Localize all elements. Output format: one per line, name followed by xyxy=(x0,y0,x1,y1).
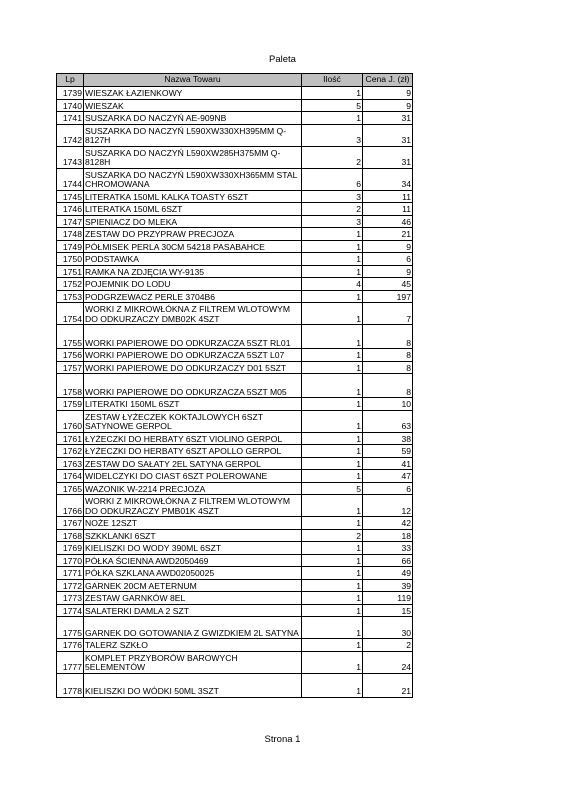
row-price: 9 xyxy=(363,99,413,112)
row-name: SUSZARKA DO NACZYŃ L590XW285H375MM Q-8128H xyxy=(84,146,302,168)
row-lp: 1747 xyxy=(57,215,84,228)
row-name: PÓŁMISEK PERLA 30CM 54218 PASABAHCE xyxy=(84,240,302,253)
row-qty: 1 xyxy=(302,228,363,241)
row-qty: 1 xyxy=(302,290,363,303)
row-name: WIESZAK ŁAZIENKOWY xyxy=(84,87,302,100)
table-row xyxy=(57,325,413,349)
row-price: 7 xyxy=(363,303,413,325)
row-lp: 1768 xyxy=(57,529,84,542)
row-lp: 1764 xyxy=(57,470,84,483)
row-lp: 1757 xyxy=(57,361,84,374)
row-qty: 3 xyxy=(302,124,363,146)
row-name: NOŻE 12SZT xyxy=(84,517,302,530)
row-price: 12 xyxy=(363,495,413,517)
table-row xyxy=(57,470,413,483)
row-name: WIESZAK xyxy=(84,99,302,112)
row-qty: 1 xyxy=(302,651,363,673)
row-lp: 1749 xyxy=(57,240,84,253)
row-qty: 1 xyxy=(302,639,363,652)
table-row xyxy=(57,495,413,517)
row-price: 21 xyxy=(363,228,413,241)
row-qty: 1 xyxy=(302,470,363,483)
row-name: LITERATKA 150ML KALKA TOASTY 6SZT xyxy=(84,190,302,203)
row-qty: 1 xyxy=(302,265,363,278)
row-qty: 1 xyxy=(302,432,363,445)
row-qty: 2 xyxy=(302,529,363,542)
row-qty: 1 xyxy=(302,349,363,362)
row-price: 63 xyxy=(363,410,413,432)
row-lp: 1765 xyxy=(57,482,84,495)
table-row xyxy=(57,240,413,253)
row-name: GARNEK DO GOTOWANIA Z GWIZDKIEM 2L SATYNA xyxy=(84,617,302,639)
row-lp: 1770 xyxy=(57,554,84,567)
row-price: 24 xyxy=(363,651,413,673)
row-price: 30 xyxy=(363,617,413,639)
row-price: 39 xyxy=(363,579,413,592)
row-name: WORKI PAPIEROWE DO ODKURZACZY D01 5SZT xyxy=(84,361,302,374)
row-name: KOMPLET PRZYBORÓW BAROWYCH 5ELEMENTÓW xyxy=(84,651,302,673)
row-price: 45 xyxy=(363,278,413,291)
row-qty: 1 xyxy=(302,374,363,398)
row-name: LITERATKA 150ML 6SZT xyxy=(84,203,302,216)
table-row xyxy=(57,168,413,190)
row-name: WORKI PAPIEROWE DO ODKURZACZA 5SZT RL01 xyxy=(84,325,302,349)
row-lp: 1748 xyxy=(57,228,84,241)
row-qty: 1 xyxy=(302,517,363,530)
row-name: ZESTAW DO SAŁATY 2EL SATYNA GERPOL xyxy=(84,457,302,470)
page-footer: Strona 1 xyxy=(264,734,301,745)
table-row xyxy=(57,651,413,673)
row-name: SZKKLANKI 6SZT xyxy=(84,529,302,542)
row-qty: 1 xyxy=(302,673,363,697)
table-row xyxy=(57,398,413,411)
row-price: 197 xyxy=(363,290,413,303)
row-qty: 1 xyxy=(302,592,363,605)
table-row xyxy=(57,482,413,495)
table-row xyxy=(57,87,413,100)
row-price: 42 xyxy=(363,517,413,530)
row-price: 46 xyxy=(363,215,413,228)
table-row xyxy=(57,112,413,125)
row-qty: 1 xyxy=(302,554,363,567)
table-row xyxy=(57,554,413,567)
row-name: WAZONIK W-2214 PRECJOZA xyxy=(84,482,302,495)
table-row xyxy=(57,673,413,697)
row-name: PÓŁKA ŚCIENNA AWD2050469 xyxy=(84,554,302,567)
table-row xyxy=(57,215,413,228)
row-price: 119 xyxy=(363,592,413,605)
row-name: GARNEK 20CM AETERNUM xyxy=(84,579,302,592)
row-lp: 1773 xyxy=(57,592,84,605)
row-name: RAMKA NA ZDJĘCIA WY-9135 xyxy=(84,265,302,278)
table-row xyxy=(57,253,413,266)
row-qty: 5 xyxy=(302,99,363,112)
row-price: 15 xyxy=(363,604,413,617)
table-row xyxy=(57,617,413,639)
row-lp: 1763 xyxy=(57,457,84,470)
row-qty: 1 xyxy=(302,445,363,458)
row-lp: 1772 xyxy=(57,579,84,592)
row-qty: 1 xyxy=(302,361,363,374)
row-price: 34 xyxy=(363,168,413,190)
table-row xyxy=(57,579,413,592)
row-lp: 1755 xyxy=(57,325,84,349)
table-header-row xyxy=(57,74,413,87)
table-row xyxy=(57,190,413,203)
row-name: KIELISZKI DO WÓDKI 50ML 3SZT xyxy=(84,673,302,697)
row-lp: 1769 xyxy=(57,542,84,555)
row-name: WORKI Z MIKROWŁÓKNA Z FILTREM WLOTOWYM DO ODKURZACZY PMB01K 4SZT xyxy=(84,495,302,517)
row-price: 33 xyxy=(363,542,413,555)
row-lp: 1756 xyxy=(57,349,84,362)
row-name: SUSZARKA DO NACZYŃ L590XW330XH395MM Q-8127H xyxy=(84,124,302,146)
row-lp: 1776 xyxy=(57,639,84,652)
row-qty: 2 xyxy=(302,203,363,216)
row-name: WORKI Z MIKROWŁÓKNA Z FILTREM WLOTOWYM DO ODKURZACZY DMB02K 4SZT xyxy=(84,303,302,325)
table-row xyxy=(57,432,413,445)
row-qty: 1 xyxy=(302,112,363,125)
header-qty: Ilość xyxy=(302,74,363,87)
row-qty: 1 xyxy=(302,240,363,253)
table-row xyxy=(57,146,413,168)
row-lp: 1777 xyxy=(57,651,84,673)
row-name: PODSTAWKA xyxy=(84,253,302,266)
row-lp: 1760 xyxy=(57,410,84,432)
table-row xyxy=(57,567,413,580)
table-row xyxy=(57,349,413,362)
table-row xyxy=(57,203,413,216)
table-row xyxy=(57,361,413,374)
table-row xyxy=(57,374,413,398)
row-lp: 1767 xyxy=(57,517,84,530)
row-qty: 1 xyxy=(302,457,363,470)
table-row xyxy=(57,639,413,652)
row-price: 49 xyxy=(363,567,413,580)
row-price: 8 xyxy=(363,325,413,349)
row-lp: 1744 xyxy=(57,168,84,190)
header-price: Cena J. (zł) xyxy=(363,74,413,87)
row-lp: 1746 xyxy=(57,203,84,216)
row-qty: 1 xyxy=(302,604,363,617)
row-lp: 1750 xyxy=(57,253,84,266)
table-body xyxy=(57,87,413,698)
row-qty: 1 xyxy=(302,303,363,325)
row-qty: 3 xyxy=(302,190,363,203)
row-name: WORKI PAPIEROWE DO ODKURZACZA 5SZT M05 xyxy=(84,374,302,398)
row-lp: 1743 xyxy=(57,146,84,168)
row-price: 59 xyxy=(363,445,413,458)
row-name: ZESTAW GARNKÓW 8EL xyxy=(84,592,302,605)
table-row xyxy=(57,517,413,530)
row-lp: 1771 xyxy=(57,567,84,580)
row-price: 8 xyxy=(363,361,413,374)
row-price: 31 xyxy=(363,124,413,146)
row-name: ŁYŻECZKI DO HERBATY 6SZT VIOLINO GERPOL xyxy=(84,432,302,445)
header-lp: Lp xyxy=(57,74,84,87)
row-price: 6 xyxy=(363,482,413,495)
row-price: 6 xyxy=(363,253,413,266)
table-row xyxy=(57,592,413,605)
row-name: SUSZARKA DO NACZYŃ L590XW330XH365MM STAL CHROMOWANA xyxy=(84,168,302,190)
table-row xyxy=(57,228,413,241)
row-name: WIDELCZYKI DO CIAST 6SZT POLEROWANE xyxy=(84,470,302,483)
row-lp: 1745 xyxy=(57,190,84,203)
row-lp: 1766 xyxy=(57,495,84,517)
row-qty: 1 xyxy=(302,410,363,432)
row-price: 18 xyxy=(363,529,413,542)
row-price: 11 xyxy=(363,203,413,216)
table-row xyxy=(57,445,413,458)
row-price: 31 xyxy=(363,112,413,125)
row-lp: 1761 xyxy=(57,432,84,445)
row-name: TALERZ SZKŁO xyxy=(84,639,302,652)
row-qty: 4 xyxy=(302,278,363,291)
table-row xyxy=(57,265,413,278)
row-price: 11 xyxy=(363,190,413,203)
row-lp: 1740 xyxy=(57,99,84,112)
row-lp: 1751 xyxy=(57,265,84,278)
row-lp: 1759 xyxy=(57,398,84,411)
row-name: ZESTAW ŁYŻECZEK KOKTAJLOWYCH 6SZT SATYNOWE GERPOL xyxy=(84,410,302,432)
row-lp: 1762 xyxy=(57,445,84,458)
row-lp: 1778 xyxy=(57,673,84,697)
row-price: 9 xyxy=(363,265,413,278)
table-row xyxy=(57,303,413,325)
table-row xyxy=(57,457,413,470)
document-title: Paleta xyxy=(269,54,296,65)
row-price: 66 xyxy=(363,554,413,567)
table-row xyxy=(57,542,413,555)
row-price: 8 xyxy=(363,349,413,362)
row-qty: 1 xyxy=(302,579,363,592)
row-qty: 5 xyxy=(302,482,363,495)
row-price: 41 xyxy=(363,457,413,470)
row-price: 2 xyxy=(363,639,413,652)
row-name: SPIENIACZ DO MLEKA xyxy=(84,215,302,228)
row-name: SUSZARKA DO NACZYŃ AE-909NB xyxy=(84,112,302,125)
table-row xyxy=(57,290,413,303)
row-qty: 1 xyxy=(302,617,363,639)
row-name: ZESTAW DO PRZYPRAW PRECJOZA xyxy=(84,228,302,241)
row-qty: 1 xyxy=(302,567,363,580)
header-name: Nazwa Towaru xyxy=(84,74,302,87)
row-name: ŁYŻECZKI DO HERBATY 6SZT APOLLO GERPOL xyxy=(84,445,302,458)
table-row xyxy=(57,529,413,542)
row-price: 10 xyxy=(363,398,413,411)
row-lp: 1742 xyxy=(57,124,84,146)
products-table xyxy=(56,73,413,698)
row-name: POJEMNIK DO LODU xyxy=(84,278,302,291)
table-row xyxy=(57,124,413,146)
row-name: SALATERKI DAMLA 2 SZT xyxy=(84,604,302,617)
row-lp: 1752 xyxy=(57,278,84,291)
row-price: 47 xyxy=(363,470,413,483)
row-price: 21 xyxy=(363,673,413,697)
row-lp: 1739 xyxy=(57,87,84,100)
row-price: 9 xyxy=(363,240,413,253)
row-lp: 1758 xyxy=(57,374,84,398)
row-lp: 1774 xyxy=(57,604,84,617)
row-qty: 1 xyxy=(302,325,363,349)
table-row xyxy=(57,278,413,291)
row-price: 38 xyxy=(363,432,413,445)
row-qty: 1 xyxy=(302,87,363,100)
row-name: LITERATKI 150ML 6SZT xyxy=(84,398,302,411)
row-qty: 1 xyxy=(302,542,363,555)
table-row xyxy=(57,99,413,112)
row-name: PÓŁKA SZKLANA AWD02050025 xyxy=(84,567,302,580)
row-lp: 1775 xyxy=(57,617,84,639)
row-qty: 1 xyxy=(302,398,363,411)
row-qty: 1 xyxy=(302,253,363,266)
row-name: PODGRZEWACZ PERLE 3704B6 xyxy=(84,290,302,303)
table-row xyxy=(57,410,413,432)
row-name: WORKI PAPIEROWE DO ODKURZACZA 5SZT L07 xyxy=(84,349,302,362)
row-qty: 6 xyxy=(302,168,363,190)
row-name: KIELISZKI DO WODY 390ML 6SZT xyxy=(84,542,302,555)
row-qty: 2 xyxy=(302,146,363,168)
row-qty: 1 xyxy=(302,495,363,517)
row-lp: 1754 xyxy=(57,303,84,325)
table-row xyxy=(57,604,413,617)
row-price: 31 xyxy=(363,146,413,168)
row-price: 8 xyxy=(363,374,413,398)
row-price: 9 xyxy=(363,87,413,100)
row-qty: 3 xyxy=(302,215,363,228)
row-lp: 1753 xyxy=(57,290,84,303)
row-lp: 1741 xyxy=(57,112,84,125)
